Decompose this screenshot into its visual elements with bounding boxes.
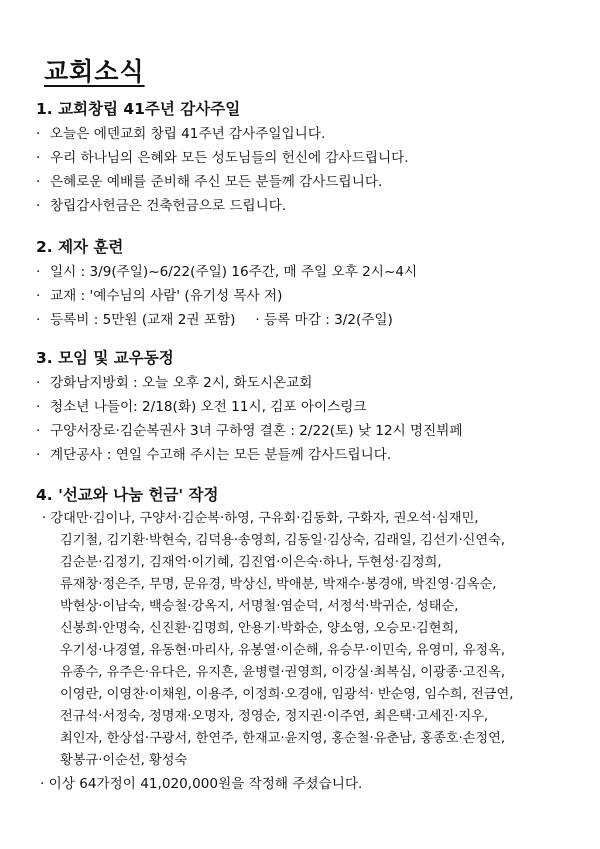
list-item: · 교재 : '예수님의 사람' (유기성 목사 저) — [36, 288, 283, 304]
list-item: · 창립감사헌금은 건축헌금으로 드립니다. — [36, 198, 287, 214]
section-meetings — [36, 345, 576, 467]
list-item: · 구양서장로·김순복권사 3녀 구하영 결혼 : 2/22(토) 낮 12시 명진뷔페 — [36, 423, 463, 439]
section-heading: 2. 제자 훈련 — [36, 238, 124, 256]
name-line: 황봉규·이순선, 황성숙 — [60, 753, 188, 768]
list-item: · 일시 : 3/9(주일)~6/22(주일) 16주간, 매 주일 오후 2시~4시 — [36, 264, 418, 280]
name-line: 박현상·이남숙, 백승철·강옥지, 서명철·염순덕, 서정석·박귀순, 성태순, — [60, 599, 459, 614]
section-discipleship — [36, 234, 576, 332]
pledge-summary: · 이상 64가정이 41,020,000원을 작정해 주셨습니다. — [40, 776, 363, 792]
section-items — [36, 371, 576, 467]
name-line: 전규석·서정숙, 정명재·오명자, 정영순, 정지권·이주연, 최은택·고세진·지우, — [60, 709, 489, 724]
name-line: 유종수, 유주은·유다은, 유지흔, 윤병렬·권영희, 이강실·최복심, 이광종·고진옥, — [60, 665, 506, 680]
list-item-fee: · 등록비 : 5만원 (교재 2권 포함) · 등록 마감 : 3/2(주일) — [36, 312, 393, 328]
name-line: · 강대만·김이나, 구양서·김순복·하영, 구유회·김동화, 구화자, 권오석·심재민, — [42, 511, 479, 526]
section-heading: 4. '선교와 나눔 헌금' 작정 — [36, 486, 219, 504]
list-item: · 은혜로운 예배를 준비해 주신 모든 분들께 감사드립니다. — [36, 174, 383, 190]
section-heading: 3. 모임 및 교우동정 — [36, 349, 174, 367]
list-item: · 오늘은 에덴교회 창립 41주년 감사주일입니다. — [36, 126, 326, 142]
pledge-name-list — [36, 508, 576, 772]
name-line: 김기철, 김기환·박현숙, 김덕용·송영희, 김동일·김상숙, 김래일, 김선기·신연숙, — [60, 533, 506, 548]
name-line: 이영란, 이영찬·이채원, 이용주, 이정희·오경애, 임광석· 반순영, 임수희, 전금연, — [60, 687, 514, 702]
name-line: 최인자, 한상섭·구광서, 한연주, 한재교·윤지영, 홍순철·유춘남, 홍종호·손정연, — [60, 731, 506, 746]
name-line: 우기성·나경열, 유동현·마리사, 유봉열·이순해, 유승무·이민숙, 유영미, 유정옥, — [60, 643, 506, 658]
list-item: · 계단공사 : 연일 수고해 주시는 모든 분들께 감사드립니다. — [36, 447, 392, 463]
name-line: 김순분·김정기, 김재억·이기혜, 김진엽·이은숙·하나, 두현성·김정희, — [60, 555, 442, 570]
section-items — [36, 122, 576, 218]
section-mission-offering — [36, 482, 576, 796]
section-anniversary — [36, 96, 576, 218]
name-line: 류재창·정은주, 무명, 문유경, 박상신, 박애분, 박재수·봉경애, 박진영·김옥순, — [60, 577, 497, 592]
registration-deadline: · 등록 마감 : 3/2(주일) — [255, 312, 393, 328]
list-item: · 청소년 나들이: 2/18(화) 오전 11시, 김포 아이스링크 — [36, 399, 367, 415]
section-items — [36, 260, 576, 332]
list-item: · 강화남지방회 : 오늘 오후 2시, 화도시온교회 — [36, 375, 313, 391]
section-heading: 1. 교회창립 41주년 감사주일 — [36, 100, 241, 118]
name-line: 신봉희·안명숙, 신진환·김명희, 안용기·박화순, 양소영, 오승모·김현희, — [60, 621, 459, 636]
list-item: · 우리 하나님의 은혜와 모든 성도님들의 헌신에 감사드립니다. — [36, 150, 409, 166]
page-title: 교회소식 — [44, 57, 145, 86]
